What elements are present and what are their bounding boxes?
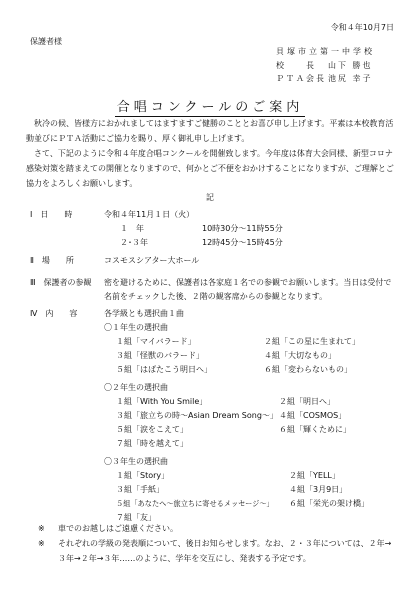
note-text: 車でのお越しはご遠慮ください。 — [58, 524, 178, 533]
section-guardian-label: Ⅲ 保護者の参観 — [30, 278, 92, 287]
song-row — [104, 437, 188, 451]
song-item: １組「マイバラード」 — [116, 337, 196, 346]
song-row — [104, 469, 340, 483]
event-date: 令和４年11月１日（火） — [104, 210, 195, 219]
content-heading: 各学級とも選択曲１曲 — [104, 309, 184, 318]
note-item — [38, 521, 398, 536]
song-row — [104, 335, 360, 349]
principal-name: 山下 勝也 — [328, 60, 373, 70]
time-range: 12時45分～15時45分 — [202, 238, 283, 247]
song-item: ６組「栄光の架け橋」 — [289, 499, 369, 508]
note-item — [38, 536, 398, 566]
grade2-heading: 〇２年生の選択曲 — [104, 383, 168, 392]
song-item: １組「Story」 — [116, 471, 170, 480]
song-row — [104, 423, 351, 437]
section-content-label: Ⅳ 内 容 — [30, 309, 78, 318]
time-grade: ２･３年 — [120, 238, 148, 247]
song-row — [104, 497, 369, 511]
intro-text — [26, 116, 398, 191]
song-item: ５組「あなたへ～旅立ちに寄せるメッセージ～」 — [116, 499, 274, 508]
section-datetime-label: Ⅰ 日 時 — [30, 210, 73, 219]
song-item: ３組「怪獣のバラード」 — [116, 351, 204, 360]
song-item: ４組「COSMOS」 — [279, 411, 347, 420]
song-item: ３組「旅立ちの時～Asian Dream Song～」 — [116, 411, 278, 420]
ki-marker: 記 — [206, 193, 214, 202]
sender-pta — [276, 72, 375, 86]
song-item: ２組「この星に生まれて」 — [264, 337, 360, 346]
section-venue-label: Ⅱ 場 所 — [30, 256, 74, 265]
time-grade: １ 年 — [120, 224, 144, 233]
section-content — [104, 307, 369, 525]
notes — [38, 521, 398, 566]
document-title — [0, 96, 420, 115]
venue-value: コスモスシアター大ホール — [104, 256, 200, 265]
song-row — [104, 395, 335, 409]
time-range: 10時30分～11時55分 — [202, 224, 283, 233]
title-text: 合唱コンクールのご案内 — [116, 100, 304, 115]
addressee: 保護者様 — [30, 37, 62, 46]
song-item: ２組「明日へ」 — [279, 397, 335, 406]
intro-paragraph-2: さて、下記のように令和４年度合唱コンクールを開催致します。今年度は体育大会同様、新型コロナ感染対策を踏まえての開催となりますので、何かとご不便をおかけすることになりますが、ご理解とご協力をよろしくお願いします。 — [26, 149, 394, 188]
sender-school-name: 貝塚市立第一中学校 — [276, 47, 375, 56]
song-item: ２組「YELL」 — [289, 471, 340, 480]
note-mark: ※ — [38, 539, 45, 548]
song-row — [104, 363, 352, 377]
guardian-value: 密を避けるために、保護者は各家庭１名での参観でお願いします。当日は受付で名前をチェックした後、２階の観客席からの参観となります。 — [104, 278, 392, 301]
sender-school — [276, 45, 375, 59]
section-datetime — [104, 208, 283, 250]
song-item: ５組「はばたこう明日へ」 — [116, 365, 212, 374]
principal-role: 校 長 — [276, 60, 316, 70]
time-row — [104, 236, 283, 250]
song-item: ７組「時を越えて」 — [116, 439, 188, 448]
note-mark: ※ — [38, 524, 45, 533]
note-text: それぞれの学級の発表順について、後日お知らせします。なお、２・３年については、２年→３年→２年→３年……のように、学年を交互にし、発表する予定です。 — [58, 539, 392, 563]
song-item: ７組「友」 — [116, 513, 156, 522]
song-item: ３組「手紙」 — [116, 485, 164, 494]
pta-name: 池尻 幸子 — [328, 74, 373, 83]
grade3-heading: 〇３年生の選択曲 — [104, 457, 168, 466]
song-row — [104, 409, 347, 423]
song-item: ６組「変わらないもの」 — [264, 365, 352, 374]
song-row — [104, 349, 336, 363]
intro-paragraph-1: 秋冷の候、皆様方におかれましてはますますご健勝のこととお喜び申し上げます。平素は本校教育活動並びにＰＴＡ活動にご協力を賜り、厚く御礼申し上げます。 — [26, 119, 394, 143]
song-item: ６組「輝くために」 — [279, 425, 351, 434]
song-item: ４組「3月9日」 — [289, 485, 348, 494]
song-row — [104, 483, 348, 497]
grade1-heading: 〇１年生の選択曲 — [104, 323, 168, 332]
song-item: １組「With You Smile」 — [116, 397, 208, 406]
sender-principal — [276, 59, 375, 73]
song-item: ４組「大切なもの」 — [264, 351, 336, 360]
time-row — [104, 222, 283, 236]
song-item: ５組「涙をこえて」 — [116, 425, 188, 434]
pta-role: ＰＴＡ会長 — [276, 74, 326, 83]
sender-block — [276, 45, 375, 86]
document-date: 令和４年10月7日 — [330, 23, 394, 32]
